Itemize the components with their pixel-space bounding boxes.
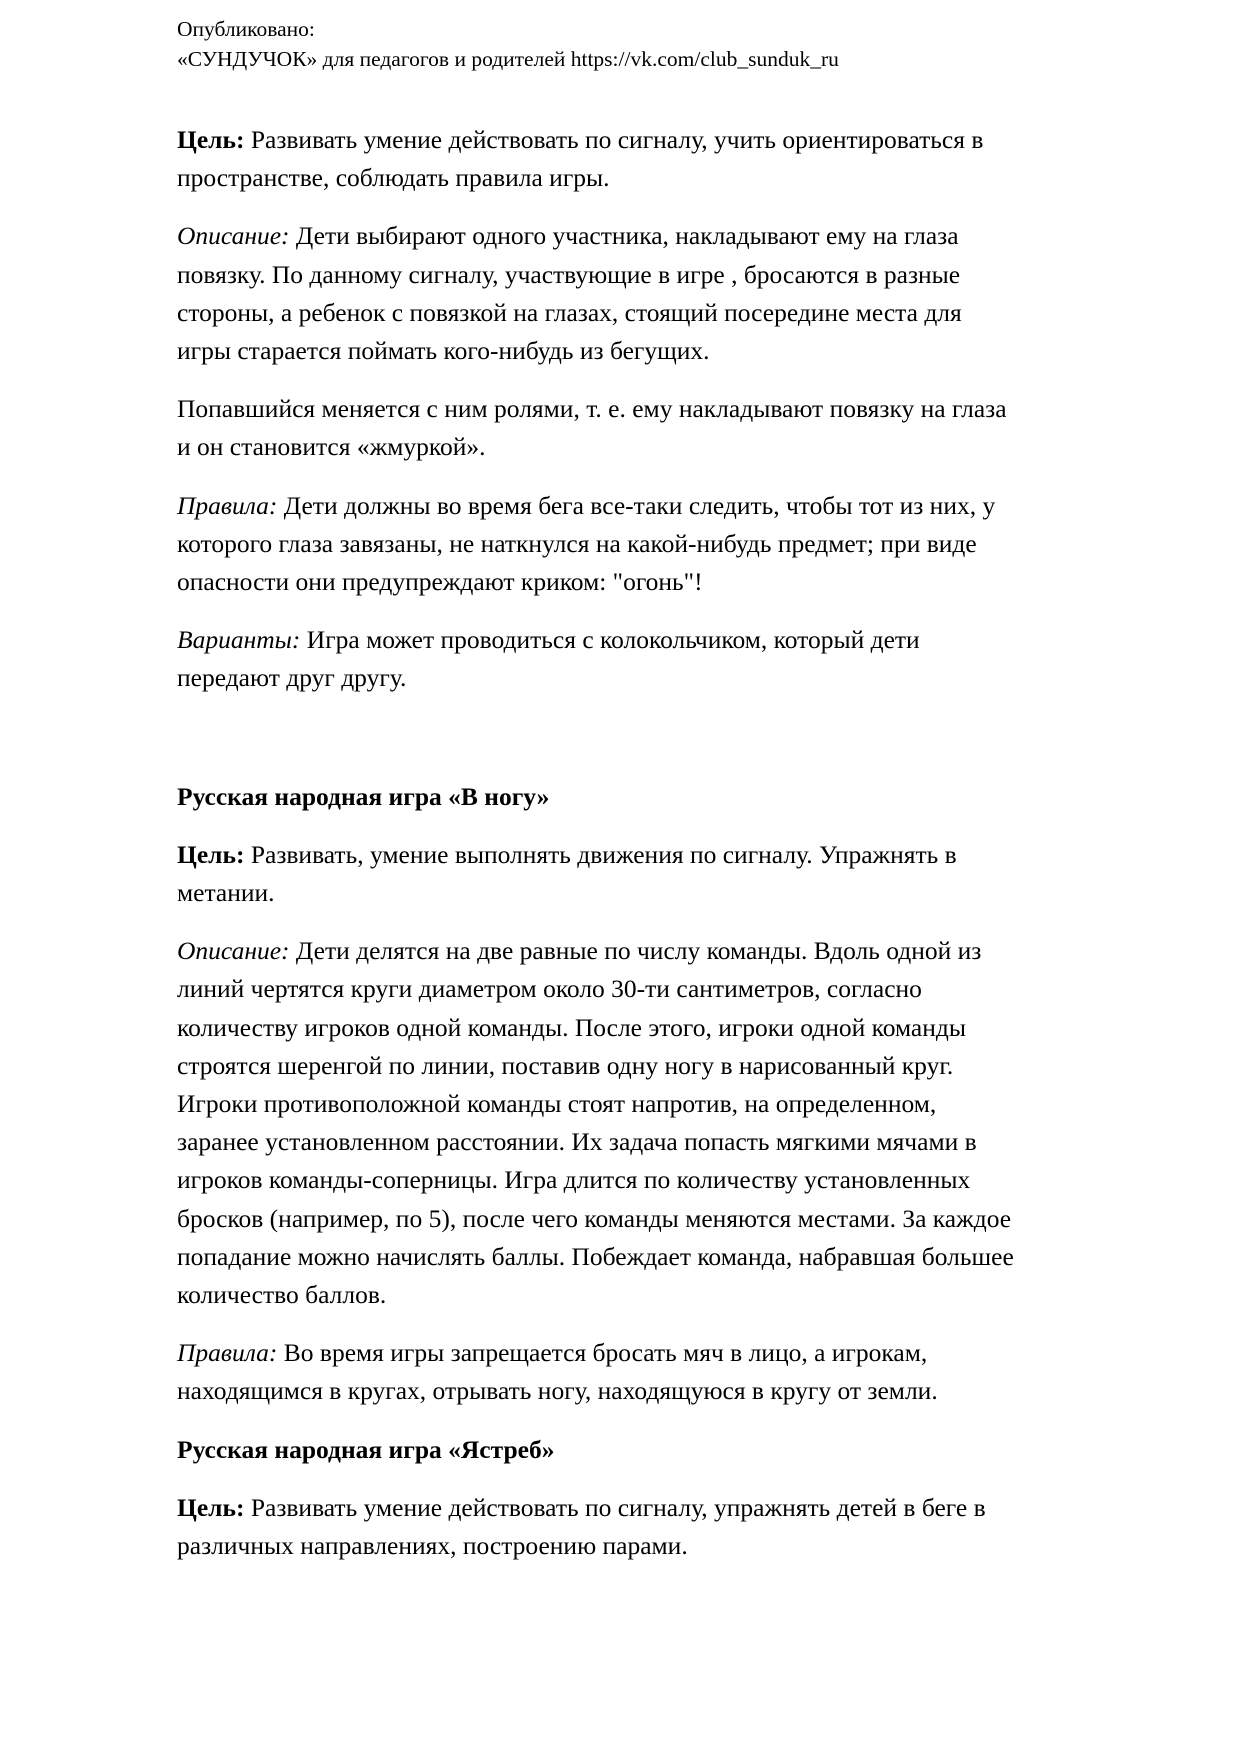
game3-title: Русская народная игра «Ястреб» <box>177 1434 555 1464</box>
paragraph-line: находящимся в кругах, отрывать ногу, находящуюся в кругу от земли. <box>177 1376 938 1406</box>
game1-swap-paragraph <box>177 390 1157 466</box>
paragraph-line: пространстве, соблюдать правила игры. <box>177 163 610 193</box>
paragraph-line: Дети выбирают одного участника, накладывают ему на глаза <box>289 221 959 251</box>
document-body <box>177 121 1157 1585</box>
game2-title: Русская народная игра «В ногу» <box>177 781 550 811</box>
paragraph-line: Дети делятся на две равные по числу команды. Вдоль одной из <box>289 936 982 966</box>
paragraph-line: игры старается поймать кого-нибудь из бегущих. <box>177 336 710 366</box>
paragraph-line: опасности они предупреждают криком: "огонь"! <box>177 567 703 597</box>
paragraph-line: передают друг другу. <box>177 663 407 693</box>
game2-description-paragraph <box>177 932 1157 1314</box>
paragraph-line: различных направлениях, построению парами. <box>177 1531 688 1561</box>
paragraph-line: и он становится «жмуркой». <box>177 432 486 462</box>
publisher-line: «СУНДУЧОК» для педагогов и родителей https://vk.com/club_sunduk_ru <box>177 47 839 71</box>
paragraph-line: бросков (например, по 5), после чего команды меняются местами. За каждое <box>177 1203 1012 1233</box>
game2-goal-paragraph <box>177 836 1157 912</box>
paragraph-line: игроков команды-соперницы. Игра длится по количеству установленных <box>177 1165 971 1195</box>
paragraph-line: стороны, а ребенок с повязкой на глазах, стоящий посередине места для <box>177 297 962 327</box>
paragraph-line: строятся шеренгой по линии, поставив одну ногу в нарисованный круг. <box>177 1050 954 1080</box>
game1-description-paragraph <box>177 217 1157 370</box>
published-label: Опубликовано: <box>177 17 315 41</box>
paragraph-line: попадание можно начислять баллы. Побеждает команда, набравшая большее <box>177 1241 1014 1271</box>
paragraph-line: Игра может проводиться с колокольчиком, который дети <box>300 625 920 655</box>
paragraph-line: Игроки противоположной команды стоят напротив, на определенном, <box>177 1089 937 1119</box>
paragraph-line: Во время игры запрещается бросать мяч в лицо, а игрокам, <box>277 1338 928 1368</box>
paragraph-line: количество баллов. <box>177 1280 387 1310</box>
paragraph-line: Дети должны во время бега все-таки следить, чтобы тот из них, у <box>277 490 996 520</box>
game1-rules-paragraph <box>177 487 1157 602</box>
paragraph-line: Развивать, умение выполнять движения по сигналу. Упражнять в <box>244 839 957 869</box>
game2-rules-paragraph <box>177 1334 1157 1410</box>
game1-goal-paragraph <box>177 121 1157 197</box>
publication-header <box>177 14 839 74</box>
variants-label: Варианты: <box>177 625 301 655</box>
paragraph-line: метании. <box>177 878 275 908</box>
paragraph-line: количеству игроков одной команды. После этого, игроки одной команды <box>177 1012 967 1042</box>
paragraph-line: линий чертятся круги диаметром около 30-ти сантиметров, согласно <box>177 974 922 1004</box>
goal-label: Цель: <box>177 839 245 869</box>
paragraph-line: Развивать умение действовать по сигналу, учить ориентироваться в <box>244 125 984 154</box>
game1-variants-paragraph <box>177 621 1157 697</box>
rules-label: Правила: <box>177 490 278 520</box>
goal-label: Цель: <box>177 125 245 154</box>
paragraph-line: повязку. По данному сигналу, участвующие в игре , бросаются в разные <box>177 259 961 289</box>
description-label: Описание: <box>177 936 290 966</box>
paragraph-line: которого глаза завязаны, не наткнулся на какой-нибудь предмет; при виде <box>177 528 977 558</box>
goal-label: Цель: <box>177 1492 245 1522</box>
rules-label: Правила: <box>177 1338 278 1368</box>
description-label: Описание: <box>177 221 290 251</box>
section-spacer <box>177 718 1157 778</box>
paragraph-line: заранее установленном расстоянии. Их задача попасть мягкими мячами в <box>177 1127 977 1157</box>
paragraph-line: Попавшийся меняется с ним ролями, т. е. ему накладывают повязку на глаза <box>177 394 1007 424</box>
paragraph-line: Развивать умение действовать по сигналу, упражнять детей в беге в <box>244 1492 986 1522</box>
game3-goal-paragraph <box>177 1489 1157 1565</box>
